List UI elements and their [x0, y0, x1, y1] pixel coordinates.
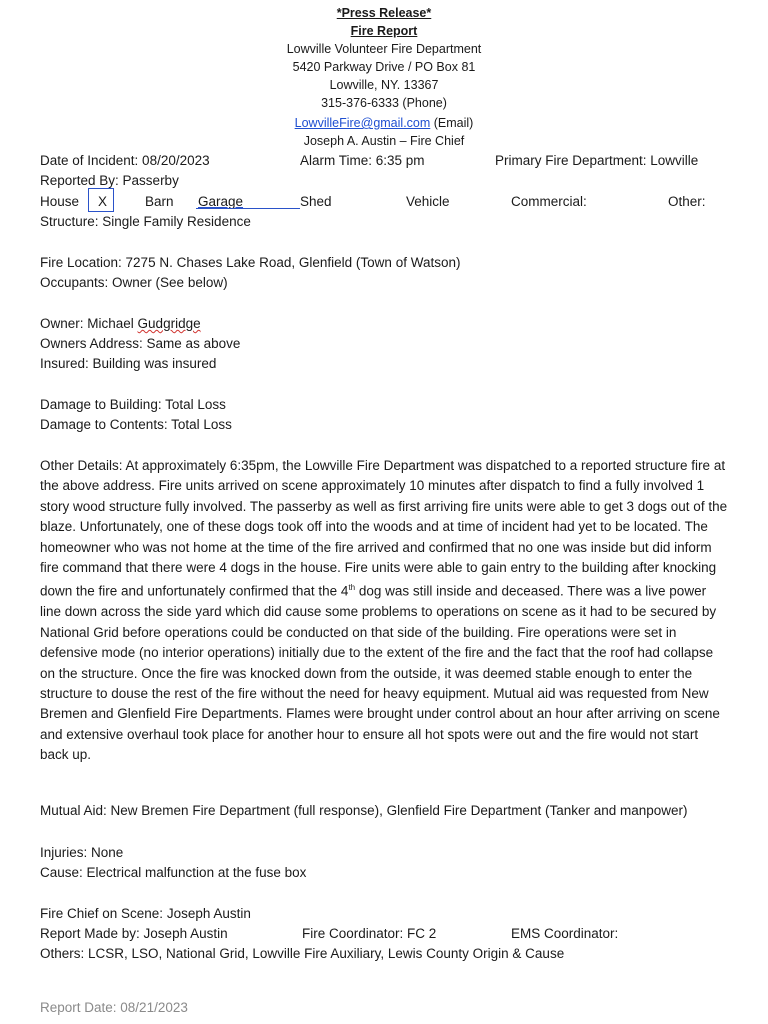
- insured: Insured: Building was insured: [40, 356, 217, 371]
- fire-report-title: Fire Report: [350, 24, 418, 38]
- department-email-line: [0, 114, 768, 132]
- cause: Cause: Electrical malfunction at the fuse box: [40, 865, 307, 880]
- mutual-aid: Mutual Aid: New Bremen Fire Department (full response), Glenfield Fire Department (Tanker and manpower): [40, 803, 688, 818]
- others: Others: LCSR, LSO, National Grid, Lowville Fire Auxiliary, Lewis County Origin & Cause: [40, 946, 565, 961]
- press-release-title: *Press Release*: [336, 6, 432, 20]
- damage-to-building: Damage to Building: Total Loss: [40, 397, 226, 412]
- occupants: Occupants: Owner (See below): [40, 275, 228, 290]
- structure-type-shed: Shed: [300, 194, 332, 209]
- structure-type-house: House: [40, 194, 80, 209]
- report-date: Report Date: 08/21/2023: [40, 1000, 188, 1015]
- structure-type-vehicle: Vehicle: [406, 194, 450, 209]
- department-address-2: Lowville, NY. 13367: [329, 78, 439, 92]
- ems-coordinator: EMS Coordinator:: [511, 926, 619, 941]
- fire-location: Fire Location: 7275 N. Chases Lake Road, Glenfield (Town of Watson): [40, 255, 461, 270]
- other-details-superscript: th: [348, 583, 356, 593]
- primary-fire-department: Primary Fire Department: Lowville: [495, 153, 699, 168]
- fire-chief-on-scene: Fire Chief on Scene: Joseph Austin: [40, 906, 251, 921]
- owners-address: Owners Address: Same as above: [40, 336, 241, 351]
- date-of-incident: Date of Incident: 08/20/2023: [40, 153, 210, 168]
- fire-chief-line: Joseph A. Austin – Fire Chief: [303, 134, 465, 148]
- report-made-by: Report Made by: Joseph Austin: [40, 926, 228, 941]
- injuries: Injuries: None: [40, 845, 124, 860]
- other-details-part-a: Other Details: At approximately 6:35pm, the Lowville Fire Department was dispatched to a reported structure fire at the above address. Fire units arrived on scene approximately 10 minutes after dispatch to find a fully involved 1 story wood structure fully involved. The passerby as well as first arriving fire units were able to get 3 dogs out of the blaze. Unfortunately, one of these dogs took off into the woods and at time of incident had yet to be located. The homeowner who was not home at the time of the fire arrived and confirmed that no one was inside but did inform fire command that there were 4 dogs in the house. Fire units were able to gain entry to the building after knocking down the fire and unfortunately confirmed that the 4: [40, 458, 728, 599]
- owner-label: Owner: Michael: [40, 316, 138, 331]
- alarm-time: Alarm Time: 6:35 pm: [300, 153, 425, 168]
- reported-by: Reported By: Passerby: [40, 173, 179, 188]
- damage-to-contents: Damage to Contents: Total Loss: [40, 417, 232, 432]
- other-details-part-b: dog was still inside and deceased. There was a live power line down across the side yard which did cause some problems to operations on scene as it had to be secured by National Grid before operations could be conducted on that side of the building. Fire operations were set in defensive mode (no interior operations) initially due to the extent of the fire and the fact that the roof had collapse on the structure. Once the fire was knocked down from the outside, it was deemed stable enough to enter the structure to douse the rest of the fire without the need for heavy equipment. Mutual aid was requested from New Bremen and Glenfield Fire Departments. Flames were brought under control about an hour after arriving on scene and extensive overhaul took place for another hour to ensure all hot spots were out and the fire would not start back up.: [40, 583, 720, 763]
- department-phone: 315-376-6333 (Phone): [321, 96, 447, 110]
- structure-type-garage: Garage: [198, 194, 244, 209]
- structure: Structure: Single Family Residence: [40, 214, 251, 229]
- structure-type-commercial: Commercial:: [511, 194, 587, 209]
- department-address-1: 5420 Parkway Drive / PO Box 81: [292, 60, 476, 74]
- owner: [40, 315, 201, 333]
- garage-underline: [196, 208, 300, 209]
- owner-name: Gudgridge: [137, 316, 201, 331]
- structure-type-other: Other:: [668, 194, 706, 209]
- department-name: Lowville Volunteer Fire Department: [286, 42, 482, 56]
- email-suffix: (Email): [430, 116, 474, 130]
- other-details-paragraph: [40, 456, 730, 766]
- house-mark: X: [98, 194, 108, 209]
- structure-type-barn: Barn: [145, 194, 174, 209]
- email-link[interactable]: LowvilleFire@gmail.com: [294, 116, 431, 130]
- fire-coordinator: Fire Coordinator: FC 2: [302, 926, 437, 941]
